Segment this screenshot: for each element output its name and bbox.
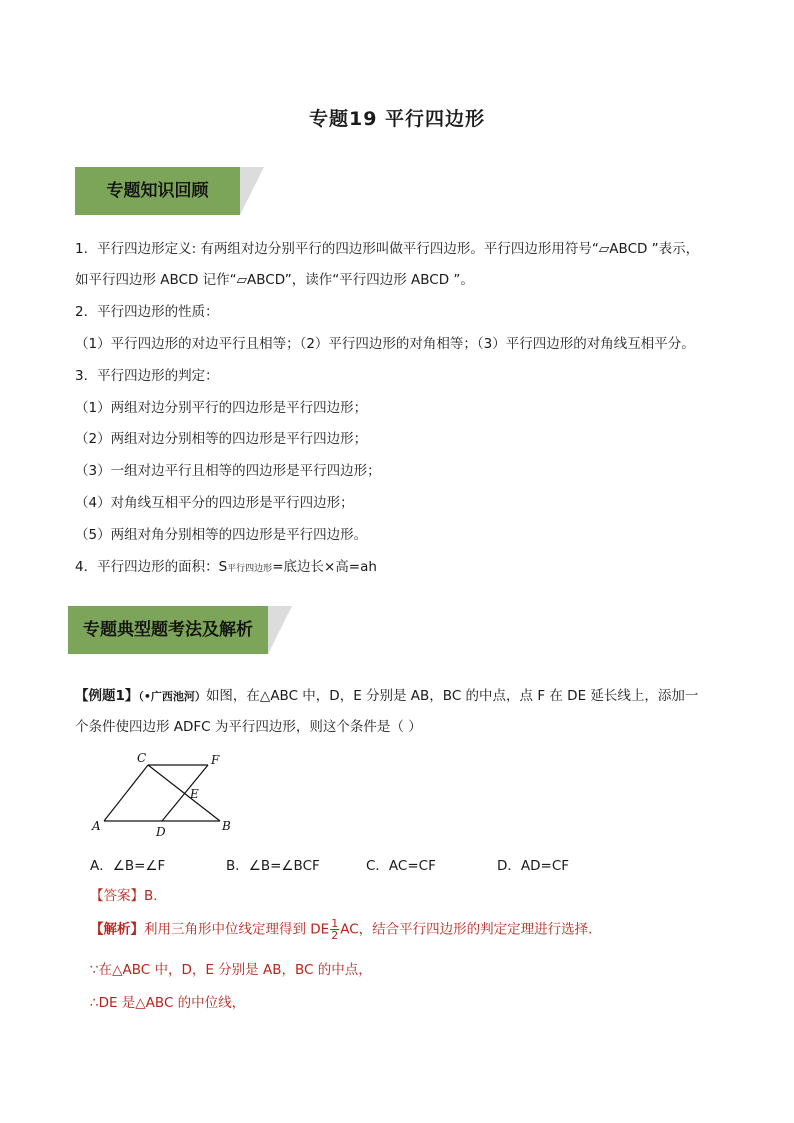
section-banner-review-label: 专题知识回顾 xyxy=(75,167,240,215)
example-question-line-1 xyxy=(75,686,698,707)
review-line-5: 3．平行四边形的判定： xyxy=(75,368,219,384)
label-D: D xyxy=(156,825,166,839)
segment-AC xyxy=(104,765,148,821)
segment-DF xyxy=(162,765,208,821)
example-source: （•广西池河） xyxy=(138,690,206,703)
example-question-text-1: 如图，在△ABC 中，D，E 分别是 AB，BC 的中点，点 F 在 DE 延长线上，添加一 xyxy=(205,688,699,704)
banner-tail xyxy=(268,606,292,654)
label-F: F xyxy=(211,753,220,767)
fraction-numerator: 1 xyxy=(331,917,339,930)
page-title: 专题19 平行四边形 xyxy=(308,108,486,130)
review-line-10: （5）两组对角分别相等的四边形是平行四边形。 xyxy=(75,527,368,543)
review-line-2: 如平行四边形 ABCD 记作“▱ABCD”，读作“平行四边形 ABCD ”。 xyxy=(75,272,474,288)
choice-a: A．∠B=∠F xyxy=(90,858,166,874)
label-B: B xyxy=(222,819,231,833)
section-banner-examples xyxy=(68,606,293,654)
analysis-line xyxy=(90,918,602,941)
banner-tail xyxy=(240,167,264,215)
label-A: A xyxy=(92,819,101,833)
analysis-text-b: AC，结合平行四边形的判定定理进行选择． xyxy=(340,921,602,938)
review-line-11 xyxy=(75,557,377,579)
segment-CB xyxy=(148,765,220,821)
area-formula-prefix: 4．平行四边形的面积：S xyxy=(75,559,228,575)
example-question-line-2: 个条件使四边形 ADFC 为平行四边形，则这个条件是（ ） xyxy=(75,719,422,735)
review-line-3: 2．平行四边形的性质： xyxy=(75,304,219,320)
analysis-text-a: 利用三角形中位线定理得到 DE xyxy=(144,921,330,938)
label-E: E xyxy=(190,787,199,801)
review-line-9: （4）对角线互相平分的四边形是平行四边形； xyxy=(75,495,354,511)
review-line-7: （2）两组对边分别相等的四边形是平行四边形； xyxy=(75,431,368,447)
solution-step-1: ∵在△ABC 中，D，E 分别是 AB，BC 的中点， xyxy=(90,962,372,978)
section-banner-examples-label: 专题典型题考法及解析 xyxy=(68,606,268,654)
choice-c: C．AC=CF xyxy=(366,858,436,874)
label-C: C xyxy=(137,751,147,765)
area-formula-suffix: =底边长×高=ah xyxy=(272,559,377,575)
analysis-tag: 【解析】 xyxy=(90,921,144,938)
review-line-4: （1）平行四边形的对边平行且相等；（2）平行四边形的对角相等；（3）平行四边形的对角线互相平分。 xyxy=(75,336,695,352)
parallelogram-figure xyxy=(90,748,240,840)
review-line-1: 1．平行四边形定义: 有两组对边分别平行的四边形叫做平行四边形。平行四边形用符号“▱ABCD ”表示， xyxy=(75,241,700,257)
choice-b: B．∠B=∠BCF xyxy=(226,858,320,874)
section-banner-review xyxy=(75,167,265,215)
review-line-6: （1）两组对边分别平行的四边形是平行四边形； xyxy=(75,400,368,416)
fraction-one-half xyxy=(330,918,339,941)
solution-step-2: ∴DE 是△ABC 的中位线， xyxy=(90,995,246,1011)
choice-d: D．AD=CF xyxy=(497,858,570,874)
fraction-denominator: 2 xyxy=(331,929,339,942)
example-tag: 【例题1】 xyxy=(75,688,139,704)
answer: 【答案】B． xyxy=(90,888,167,904)
review-line-8: （3）一组对边平行且相等的四边形是平行四边形； xyxy=(75,463,381,479)
area-formula-subscript: 平行四边形 xyxy=(227,564,273,574)
